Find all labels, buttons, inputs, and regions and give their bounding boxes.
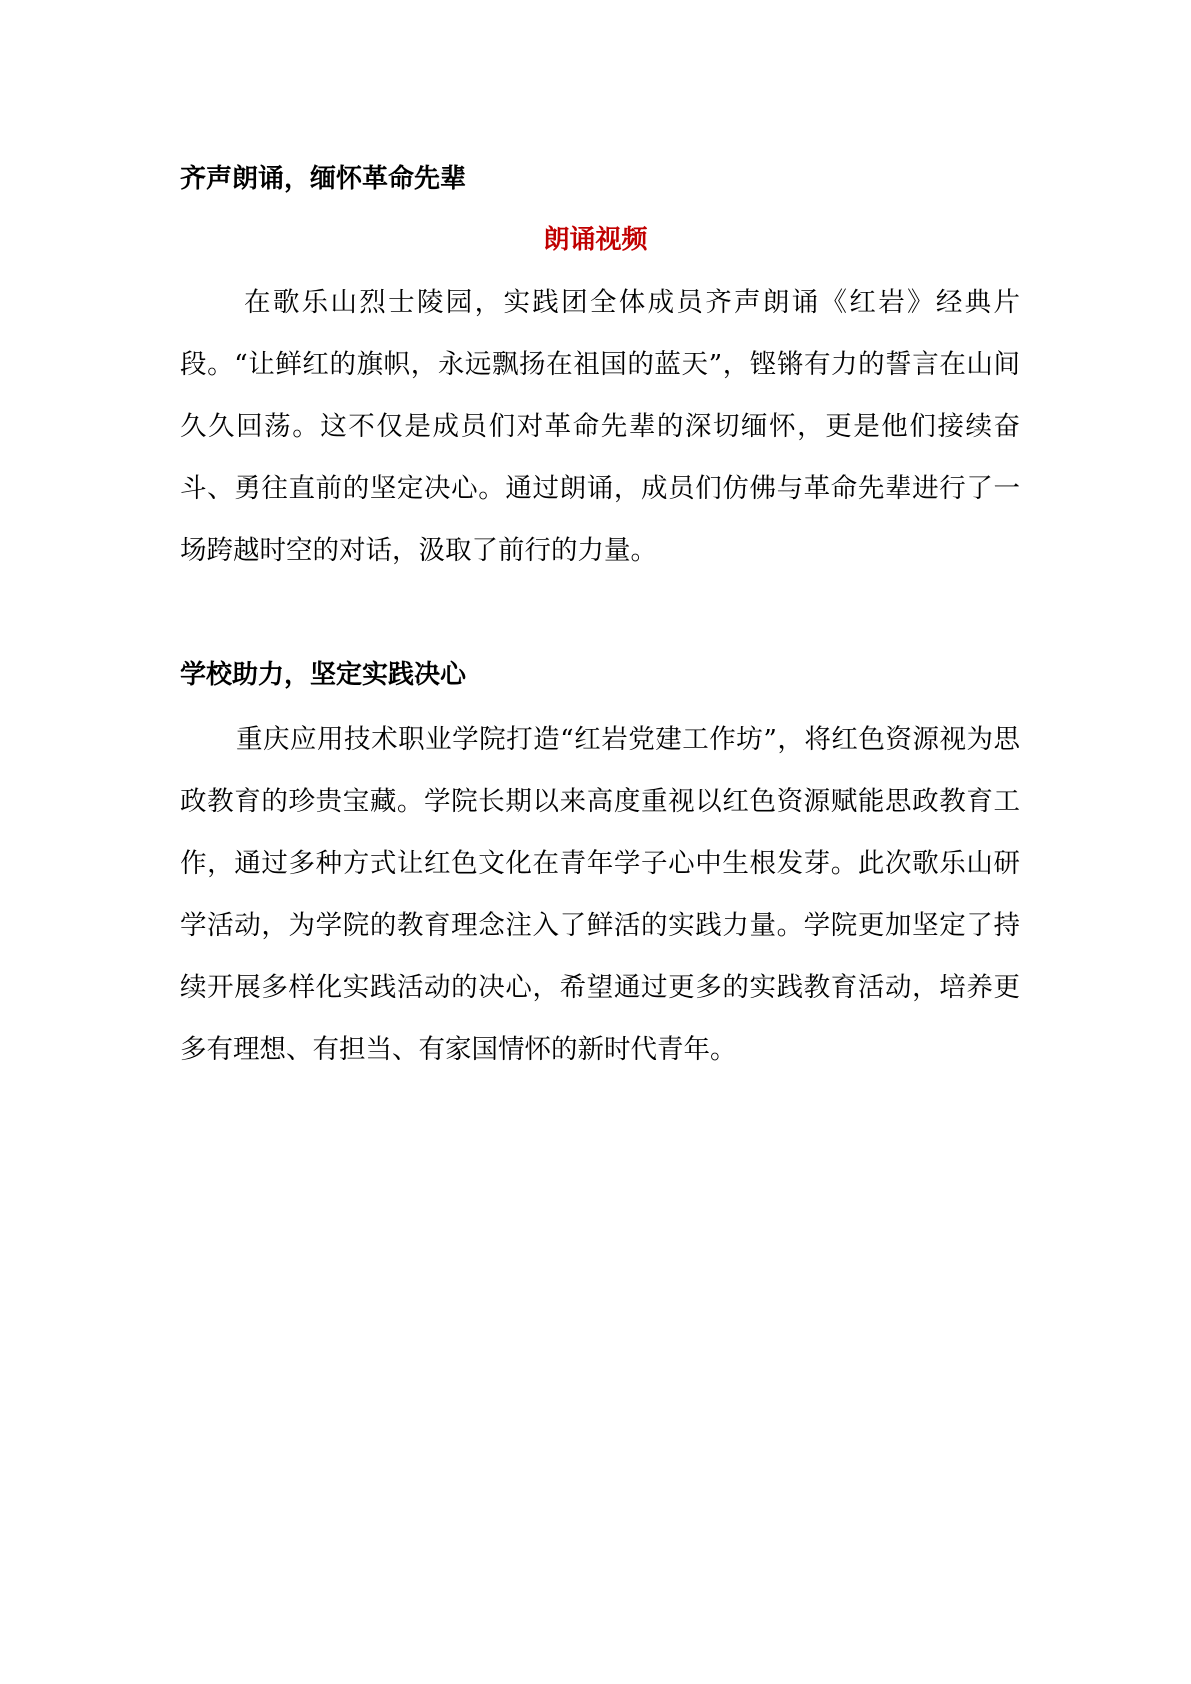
section-heading-school-support: 学校助力，坚定实践决心	[180, 660, 467, 690]
section-paragraph-school-support: 重庆应用技术职业学院打造“红岩党建工作坊”，将红色资源视为思政教育的珍贵宝藏。学院长期以来高度重视以红色资源赋能思政教育工作，通过多种方式让红色文化在青年学子心中生根发芽。此次歌乐山研学活动，为学院的教育理念注入了鲜活的实践力量。学院更加坚定了持续开展多样化实践活动的决心，希望通过更多的实践教育活动，培养更多有理想、有担当、有家国情怀的新时代青年。	[180, 724, 1020, 1065]
section-paragraph-recitation: 在歌乐山烈士陵园，实践团全体成员齐声朗诵《红岩》经典片段。“让鲜红的旗帜，永远飘扬在祖国的蓝天”，铿锵有力的誓言在山间久久回荡。这不仅是成员们对革命先辈的深切缅怀，更是他们接续奋斗、勇往直前的坚定决心。通过朗诵，成员们仿佛与革命先辈进行了一场跨越时空的对话，汲取了前行的力量。	[180, 287, 1020, 566]
recitation-video-link[interactable]: 朗诵视频	[543, 225, 648, 255]
section-heading-recitation: 齐声朗诵，缅怀革命先辈	[180, 164, 467, 194]
